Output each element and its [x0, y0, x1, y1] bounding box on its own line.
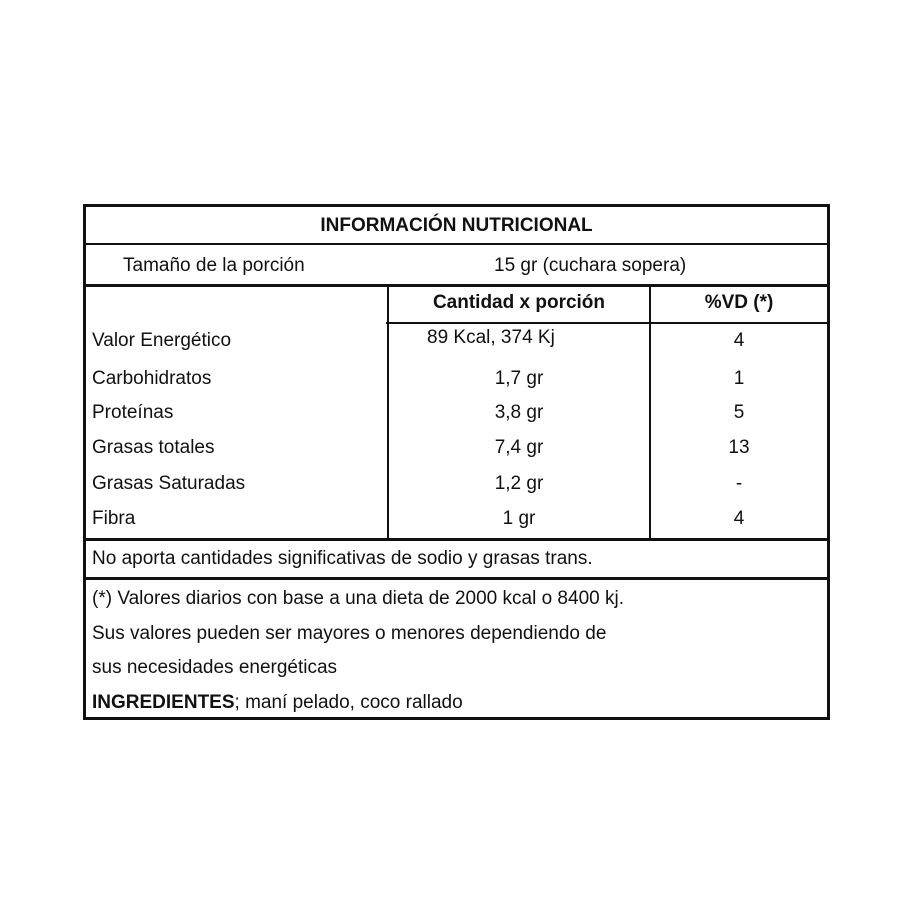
nutrient-name: Valor Energético	[92, 330, 232, 351]
nutrient-amount: 7,4 gr	[494, 437, 544, 458]
nutrient-name: Grasas Saturadas	[92, 473, 246, 494]
divider-note	[86, 577, 827, 580]
nutrient-name: Grasas totales	[92, 437, 215, 458]
ingredients-line	[92, 692, 463, 714]
daily-value-footnote-line-2: Sus valores pueden ser mayores o menores dependiendo de	[92, 623, 607, 644]
divider-column-header	[386, 322, 827, 324]
nutrient-dv: -	[735, 473, 743, 494]
divider-serving	[86, 284, 827, 287]
sodium-trans-fat-note: No aporta cantidades significativas de sodio y grasas trans.	[92, 548, 593, 569]
serving-size-label: Tamaño de la porción	[123, 255, 305, 276]
ingredients-label: INGREDIENTES	[92, 692, 235, 713]
ingredients-text: ; maní pelado, coco rallado	[234, 692, 463, 713]
nutrient-dv: 4	[733, 330, 745, 351]
column-header-amount: Cantidad x porción	[432, 292, 606, 313]
nutrient-amount: 1,7 gr	[494, 368, 544, 389]
divider-title	[86, 243, 827, 245]
column-header-dv: %VD (*)	[704, 292, 774, 313]
divider-nutrients	[86, 538, 827, 541]
nutrient-amount: 3,8 gr	[494, 402, 544, 423]
title: INFORMACIÓN NUTRICIONAL	[320, 215, 593, 236]
nutrient-amount: 1 gr	[502, 508, 536, 529]
nutrient-dv: 4	[733, 508, 745, 529]
nutrient-amount: 89 Kcal, 374 Kj	[427, 327, 555, 348]
nutrient-name: Proteínas	[92, 402, 174, 423]
nutrient-name: Fibra	[92, 508, 136, 529]
nutrient-amount: 1,2 gr	[494, 473, 544, 494]
nutrient-dv: 5	[733, 402, 745, 423]
serving-size-value: 15 gr (cuchara sopera)	[494, 255, 687, 276]
daily-value-footnote-line-3: sus necesidades energéticas	[92, 657, 338, 678]
daily-value-footnote: (*) Valores diarios con base a una dieta de 2000 kcal o 8400 kj.	[92, 588, 624, 609]
nutrition-facts-table	[83, 204, 830, 720]
nutrient-dv: 13	[728, 437, 750, 458]
nutrient-dv: 1	[733, 368, 745, 389]
nutrient-name: Carbohidratos	[92, 368, 212, 389]
